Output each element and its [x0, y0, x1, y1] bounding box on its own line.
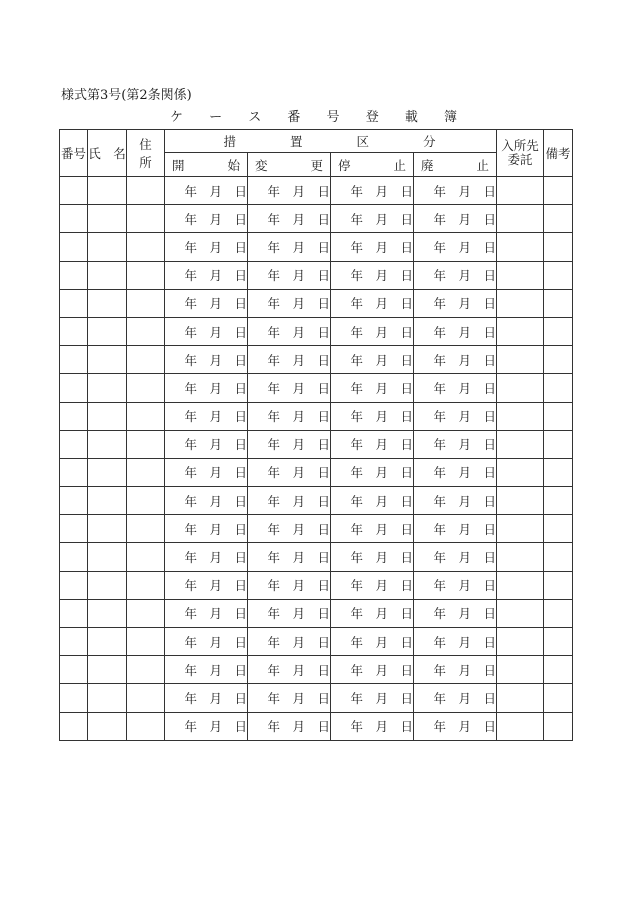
header-stop: 停 止: [331, 153, 414, 177]
start-date-cell[interactable]: 年 月 日: [165, 628, 248, 656]
entrustee-cell[interactable]: [497, 515, 544, 543]
table-row: [60, 374, 573, 402]
address-cell[interactable]: [127, 712, 165, 740]
number-cell[interactable]: [60, 261, 88, 289]
address-cell[interactable]: [127, 374, 165, 402]
stop-date-cell[interactable]: 年 月 日: [331, 289, 414, 317]
name-cell[interactable]: [88, 571, 127, 599]
header-abolish: 廃 止: [414, 153, 497, 177]
entrustee-cell[interactable]: [497, 656, 544, 684]
table-row: [60, 402, 573, 430]
remarks-cell[interactable]: [544, 684, 573, 712]
start-date-cell[interactable]: 年 月 日: [165, 515, 248, 543]
abolish-date-cell[interactable]: 年 月 日: [414, 656, 497, 684]
abolish-date-cell[interactable]: 年 月 日: [414, 487, 497, 515]
name-cell[interactable]: [88, 261, 127, 289]
table-row: [60, 317, 573, 345]
name-cell[interactable]: [88, 346, 127, 374]
address-cell[interactable]: [127, 317, 165, 345]
number-cell[interactable]: [60, 656, 88, 684]
remarks-cell[interactable]: [544, 656, 573, 684]
stop-date-cell[interactable]: 年 月 日: [331, 684, 414, 712]
abolish-date-cell[interactable]: 年 月 日: [414, 233, 497, 261]
remarks-cell[interactable]: [544, 374, 573, 402]
change-date-cell[interactable]: 年 月 日: [248, 543, 331, 571]
abolish-date-cell[interactable]: 年 月 日: [414, 317, 497, 345]
abolish-date-cell[interactable]: 年 月 日: [414, 543, 497, 571]
remarks-cell[interactable]: [544, 458, 573, 486]
number-cell[interactable]: [60, 430, 88, 458]
start-date-cell[interactable]: 年 月 日: [165, 402, 248, 430]
change-date-cell[interactable]: 年 月 日: [248, 628, 331, 656]
remarks-cell[interactable]: [544, 543, 573, 571]
entrustee-cell[interactable]: [497, 177, 544, 205]
change-date-cell[interactable]: 年 月 日: [248, 712, 331, 740]
header-entrustee: 入所先 委託: [497, 130, 544, 177]
header-start: 開 始: [165, 153, 248, 177]
name-cell[interactable]: [88, 205, 127, 233]
remarks-cell[interactable]: [544, 712, 573, 740]
number-cell[interactable]: [60, 402, 88, 430]
name-cell[interactable]: [88, 317, 127, 345]
number-cell[interactable]: [60, 346, 88, 374]
change-date-cell[interactable]: 年 月 日: [248, 374, 331, 402]
name-cell[interactable]: [88, 374, 127, 402]
start-date-cell[interactable]: 年 月 日: [165, 684, 248, 712]
abolish-date-cell[interactable]: 年 月 日: [414, 205, 497, 233]
abolish-date-cell[interactable]: 年 月 日: [414, 261, 497, 289]
table-row: [60, 458, 573, 486]
document-title: ケ ー ス 番 号 登 載 簿: [170, 110, 468, 125]
abolish-date-cell[interactable]: 年 月 日: [414, 177, 497, 205]
stop-date-cell[interactable]: 年 月 日: [331, 515, 414, 543]
number-cell[interactable]: [60, 487, 88, 515]
number-cell[interactable]: [60, 712, 88, 740]
start-date-cell[interactable]: 年 月 日: [165, 205, 248, 233]
number-cell[interactable]: [60, 458, 88, 486]
start-date-cell[interactable]: 年 月 日: [165, 543, 248, 571]
name-cell[interactable]: [88, 402, 127, 430]
change-date-cell[interactable]: 年 月 日: [248, 317, 331, 345]
stop-date-cell[interactable]: 年 月 日: [331, 430, 414, 458]
address-cell[interactable]: [127, 543, 165, 571]
number-cell[interactable]: [60, 374, 88, 402]
change-date-cell[interactable]: 年 月 日: [248, 430, 331, 458]
header-address: 住 所: [127, 130, 165, 177]
entrustee-cell[interactable]: [497, 430, 544, 458]
change-date-cell[interactable]: 年 月 日: [248, 458, 331, 486]
stop-date-cell[interactable]: 年 月 日: [331, 487, 414, 515]
header-name: 氏 名: [88, 130, 127, 177]
remarks-cell[interactable]: [544, 628, 573, 656]
stop-date-cell[interactable]: 年 月 日: [331, 374, 414, 402]
start-date-cell[interactable]: 年 月 日: [165, 374, 248, 402]
name-cell[interactable]: [88, 543, 127, 571]
number-cell[interactable]: [60, 571, 88, 599]
remarks-cell[interactable]: [544, 402, 573, 430]
start-date-cell[interactable]: 年 月 日: [165, 487, 248, 515]
start-date-cell[interactable]: 年 月 日: [165, 571, 248, 599]
case-number-register-table: [59, 129, 573, 741]
abolish-date-cell[interactable]: 年 月 日: [414, 430, 497, 458]
abolish-date-cell[interactable]: 年 月 日: [414, 289, 497, 317]
abolish-date-cell[interactable]: 年 月 日: [414, 571, 497, 599]
abolish-date-cell[interactable]: 年 月 日: [414, 628, 497, 656]
address-cell[interactable]: [127, 571, 165, 599]
stop-date-cell[interactable]: 年 月 日: [331, 599, 414, 627]
stop-date-cell[interactable]: 年 月 日: [331, 543, 414, 571]
change-date-cell[interactable]: 年 月 日: [248, 177, 331, 205]
change-date-cell[interactable]: 年 月 日: [248, 289, 331, 317]
stop-date-cell[interactable]: 年 月 日: [331, 205, 414, 233]
number-cell[interactable]: [60, 317, 88, 345]
table-row: [60, 346, 573, 374]
name-cell[interactable]: [88, 684, 127, 712]
entrustee-cell[interactable]: [497, 458, 544, 486]
remarks-cell[interactable]: [544, 599, 573, 627]
start-date-cell[interactable]: 年 月 日: [165, 233, 248, 261]
abolish-date-cell[interactable]: 年 月 日: [414, 346, 497, 374]
change-date-cell[interactable]: 年 月 日: [248, 684, 331, 712]
number-cell[interactable]: [60, 599, 88, 627]
table-row: [60, 515, 573, 543]
name-cell[interactable]: [88, 289, 127, 317]
abolish-date-cell[interactable]: 年 月 日: [414, 402, 497, 430]
stop-date-cell[interactable]: 年 月 日: [331, 628, 414, 656]
abolish-date-cell[interactable]: 年 月 日: [414, 515, 497, 543]
header-number: 番号: [60, 130, 88, 177]
remarks-cell[interactable]: [544, 515, 573, 543]
stop-date-cell[interactable]: 年 月 日: [331, 656, 414, 684]
table-row: [60, 487, 573, 515]
name-cell[interactable]: [88, 177, 127, 205]
change-date-cell[interactable]: 年 月 日: [248, 571, 331, 599]
form-label: 様式第3号(第2条関係): [61, 88, 192, 103]
name-cell[interactable]: [88, 487, 127, 515]
address-cell[interactable]: [127, 487, 165, 515]
start-date-cell[interactable]: 年 月 日: [165, 289, 248, 317]
entrustee-cell[interactable]: [497, 233, 544, 261]
abolish-date-cell[interactable]: 年 月 日: [414, 712, 497, 740]
name-cell[interactable]: [88, 712, 127, 740]
remarks-cell[interactable]: [544, 346, 573, 374]
entrustee-cell[interactable]: [497, 628, 544, 656]
start-date-cell[interactable]: 年 月 日: [165, 261, 248, 289]
entrustee-cell[interactable]: [497, 684, 544, 712]
table-row: [60, 205, 573, 233]
entrustee-cell[interactable]: [497, 317, 544, 345]
table-row: [60, 571, 573, 599]
address-cell[interactable]: [127, 205, 165, 233]
address-cell[interactable]: [127, 402, 165, 430]
entrustee-cell[interactable]: [497, 712, 544, 740]
entrustee-cell[interactable]: [497, 374, 544, 402]
address-cell[interactable]: [127, 656, 165, 684]
entrustee-cell[interactable]: [497, 289, 544, 317]
start-date-cell[interactable]: 年 月 日: [165, 317, 248, 345]
address-cell[interactable]: [127, 346, 165, 374]
name-cell[interactable]: [88, 233, 127, 261]
remarks-cell[interactable]: [544, 571, 573, 599]
table-row: [60, 233, 573, 261]
abolish-date-cell[interactable]: 年 月 日: [414, 684, 497, 712]
address-cell[interactable]: [127, 684, 165, 712]
change-date-cell[interactable]: 年 月 日: [248, 515, 331, 543]
abolish-date-cell[interactable]: 年 月 日: [414, 458, 497, 486]
address-cell[interactable]: [127, 515, 165, 543]
change-date-cell[interactable]: 年 月 日: [248, 487, 331, 515]
stop-date-cell[interactable]: 年 月 日: [331, 317, 414, 345]
address-cell[interactable]: [127, 458, 165, 486]
start-date-cell[interactable]: 年 月 日: [165, 656, 248, 684]
stop-date-cell[interactable]: 年 月 日: [331, 712, 414, 740]
stop-date-cell[interactable]: 年 月 日: [331, 233, 414, 261]
address-cell[interactable]: [127, 628, 165, 656]
table-row: [60, 543, 573, 571]
address-cell[interactable]: [127, 261, 165, 289]
remarks-cell[interactable]: [544, 233, 573, 261]
entrustee-cell[interactable]: [497, 346, 544, 374]
number-cell[interactable]: [60, 289, 88, 317]
entrustee-cell[interactable]: [497, 543, 544, 571]
table-row: [60, 289, 573, 317]
name-cell[interactable]: [88, 515, 127, 543]
table-row: [60, 599, 573, 627]
change-date-cell[interactable]: 年 月 日: [248, 402, 331, 430]
remarks-cell[interactable]: [544, 205, 573, 233]
remarks-cell[interactable]: [544, 177, 573, 205]
start-date-cell[interactable]: 年 月 日: [165, 712, 248, 740]
table-row: [60, 712, 573, 740]
table-row: [60, 261, 573, 289]
start-date-cell[interactable]: 年 月 日: [165, 430, 248, 458]
stop-date-cell[interactable]: 年 月 日: [331, 402, 414, 430]
header-remarks: 備考: [544, 130, 573, 177]
abolish-date-cell[interactable]: 年 月 日: [414, 599, 497, 627]
change-date-cell[interactable]: 年 月 日: [248, 656, 331, 684]
entrustee-cell[interactable]: [497, 599, 544, 627]
address-cell[interactable]: [127, 599, 165, 627]
number-cell[interactable]: [60, 515, 88, 543]
stop-date-cell[interactable]: 年 月 日: [331, 261, 414, 289]
remarks-cell[interactable]: [544, 487, 573, 515]
number-cell[interactable]: [60, 628, 88, 656]
start-date-cell[interactable]: 年 月 日: [165, 177, 248, 205]
table-row: [60, 656, 573, 684]
name-cell[interactable]: [88, 628, 127, 656]
address-cell[interactable]: [127, 430, 165, 458]
address-cell[interactable]: [127, 289, 165, 317]
remarks-cell[interactable]: [544, 430, 573, 458]
number-cell[interactable]: [60, 233, 88, 261]
header-measure-category: 措 置 区 分: [165, 130, 497, 153]
entrustee-cell[interactable]: [497, 205, 544, 233]
remarks-cell[interactable]: [544, 261, 573, 289]
stop-date-cell[interactable]: 年 月 日: [331, 458, 414, 486]
remarks-cell[interactable]: [544, 289, 573, 317]
address-cell[interactable]: [127, 233, 165, 261]
register-rows: [60, 177, 573, 741]
table-row: [60, 430, 573, 458]
entrustee-cell[interactable]: [497, 261, 544, 289]
start-date-cell[interactable]: 年 月 日: [165, 346, 248, 374]
table-row: [60, 177, 573, 205]
stop-date-cell[interactable]: 年 月 日: [331, 571, 414, 599]
table-row: [60, 628, 573, 656]
change-date-cell[interactable]: 年 月 日: [248, 346, 331, 374]
change-date-cell[interactable]: 年 月 日: [248, 205, 331, 233]
remarks-cell[interactable]: [544, 317, 573, 345]
abolish-date-cell[interactable]: 年 月 日: [414, 374, 497, 402]
number-cell[interactable]: [60, 684, 88, 712]
table-row: [60, 684, 573, 712]
entrustee-cell[interactable]: [497, 571, 544, 599]
start-date-cell[interactable]: 年 月 日: [165, 599, 248, 627]
change-date-cell[interactable]: 年 月 日: [248, 233, 331, 261]
entrustee-cell[interactable]: [497, 487, 544, 515]
number-cell[interactable]: [60, 543, 88, 571]
header-change: 変 更: [248, 153, 331, 177]
change-date-cell[interactable]: 年 月 日: [248, 261, 331, 289]
address-cell[interactable]: [127, 177, 165, 205]
name-cell[interactable]: [88, 458, 127, 486]
change-date-cell[interactable]: 年 月 日: [248, 599, 331, 627]
number-cell[interactable]: [60, 177, 88, 205]
name-cell[interactable]: [88, 430, 127, 458]
start-date-cell[interactable]: 年 月 日: [165, 458, 248, 486]
number-cell[interactable]: [60, 205, 88, 233]
name-cell[interactable]: [88, 656, 127, 684]
stop-date-cell[interactable]: 年 月 日: [331, 346, 414, 374]
name-cell[interactable]: [88, 599, 127, 627]
entrustee-cell[interactable]: [497, 402, 544, 430]
stop-date-cell[interactable]: 年 月 日: [331, 177, 414, 205]
